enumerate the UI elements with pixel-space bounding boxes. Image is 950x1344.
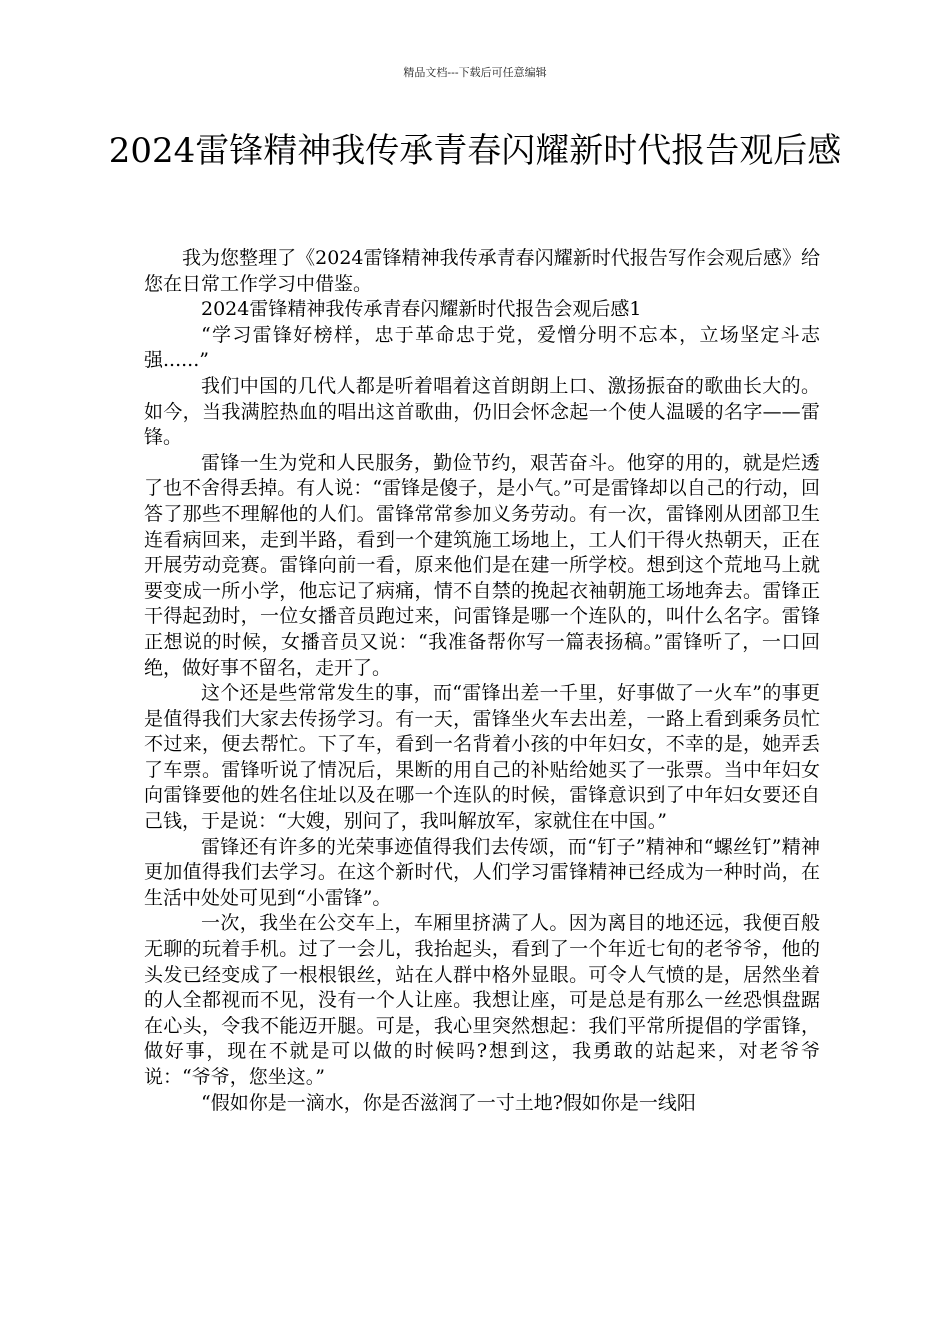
body-paragraph: 这个还是些常常发生的事，而“雷锋出差一千里，好事做了一火车”的事更是值得我们大家去传扬学习。有一天，雷锋坐火车去出差，一路上看到乘务员忙不过来，便去帮忙。下了车，看到一名背着小孩的中年妇女，不幸的是，她弄丢了车票。雷锋听说了情况后，果断的用自己的补贴给她买了一张票。当中年妇女向雷锋要他的姓名住址以及在哪一个连队的时候，雷锋意识到了中年妇女要还自己钱，于是说：“大嫂，别问了，我叫解放军，家就住在中国。” [144,682,820,833]
document-title: 2024雷锋精神我传承青春闪耀新时代报告观后感 [108,131,842,171]
body-paragraph: 雷锋一生为党和人民服务，勤俭节约，艰苦奋斗。他穿的用的，就是烂透了也不舍得丢掉。有人说：“雷锋是傻子，是小气。”可是雷锋却以自己的行动，回答了那些不理解他的人们。雷锋常常参加义务劳动。有一次，雷锋刚从团部卫生连看病回来，走到半路，看到一个建筑施工场地上，工人们干得火热朝天，正在开展劳动竞赛。雷锋向前一看，原来他们是在建一所学校。想到这个荒地马上就要变成一所小学，他忘记了病痛，情不自禁的挽起衣袖朝施工场地奔去。雷锋正干得起劲时，一位女播音员跑过来，问雷锋是哪一个连队的，叫什么名字。雷锋正想说的时候，女播音员又说：“我准备帮你写一篇表扬稿。”雷锋听了，一口回绝，做好事不留名，走开了。 [144,451,820,679]
body-paragraph: 我们中国的几代人都是听着唱着这首朗朗上口、激扬振奋的歌曲长大的。如今，当我满腔热血的唱出这首歌曲，仍旧会怀念起一个使人温暖的名字——雷锋。 [144,374,820,449]
body-paragraph: “学习雷锋好榜样，忠于革命忠于党，爱憎分明不忘本，立场坚定斗志强......” [144,323,820,372]
body-paragraph: 雷锋还有许多的光荣事迹值得我们去传颂，而“钉子”精神和“螺丝钉”精神更加值得我们去学习。在这个新时代，人们学习雷锋精神已经成为一种时尚，在生活中处处可见到“小雷锋”。 [144,835,820,909]
body-paragraph: 一次，我坐在公交车上，车厢里挤满了人。因为离目的地还远，我便百般无聊的玩着手机。过了一会儿，我抬起头，看到了一个年近七旬的老爷爷，他的头发已经变成了一根根银丝，站在人群中格外显眼。可令人气愤的是，居然坐着的人全都视而不见，没有一个人让座。我想让座，可是总是有那么一丝恐惧盘踞在心头，令我不能迈开腿。可是，我心里突然想起：我们平常所提倡的学雷锋，做好事，现在不就是可以做的时候吗?想到这，我勇敢的站起来，对老爷爷说：“爷爷，您坐这。” [144,912,820,1088]
section-heading: 2024雷锋精神我传承青春闪耀新时代报告会观后感1 [201,298,642,321]
document-body [144,246,820,1116]
page-header-note: 精品文档---下载后可任意编辑 [403,66,547,79]
body-paragraph: “假如你是一滴水，你是否滋润了一寸土地?假如你是一线阳 [201,1091,696,1114]
intro-paragraph: 我为您整理了《2024雷锋精神我传承青春闪耀新时代报告写作会观后感》给您在日常工作学习中借鉴。 [144,247,820,295]
